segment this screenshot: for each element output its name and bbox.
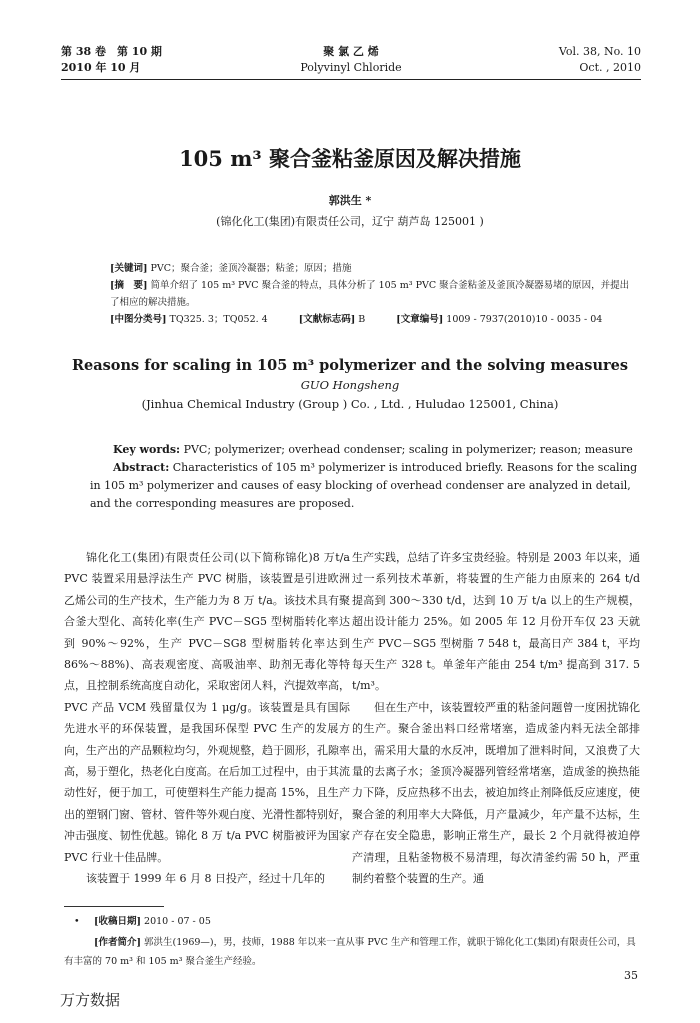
clc-label: [中图分类号] xyxy=(110,314,167,325)
journal-name-en: Polyvinyl Chloride xyxy=(300,61,402,74)
doc-code-value: B xyxy=(355,314,366,325)
keywords-zh-text: PVC；聚合釜；釜顶冷凝器；粘釜；原因；措施 xyxy=(147,263,352,274)
clc-number xyxy=(110,314,282,325)
keywords-zh xyxy=(110,260,638,277)
author-bio-text: 郭洪生(1969—)，男，技师，1988 年以来一直从事 PVC 生产和管理工作，就职于锦化化工(集团)有限责任公司，具有丰富的 70 m³ 和 105 m³ 聚合釜生产经验。 xyxy=(64,937,636,967)
article-id-label: [文章编号] xyxy=(396,314,444,325)
footnote-author-bio xyxy=(64,933,638,971)
abstract-zh-text: 简单介绍了 105 m³ PVC 聚合釜的特点，具体分析了 105 m³ PVC 聚合釜粘釜及釜顶冷凝器易堵的原因，并提出了相应的解决措施。 xyxy=(110,280,630,308)
header-right xyxy=(559,44,641,76)
affiliation-en: (Jinhua Chemical Industry (Group ) Co. , Ltd. , Huludao 125001, China) xyxy=(141,397,559,411)
abstract-en xyxy=(90,459,638,513)
footnote-received xyxy=(64,912,638,931)
abstract-en-label: Abstract: xyxy=(113,461,170,474)
header-center xyxy=(61,44,641,76)
body-paragraph: 锦化化工(集团)有限责任公司(以下简称锦化)8 万t/a PVC 装置采用悬浮法生产 PVC 树脂，该装置是引进欧洲乙烯公司的生产技术，生产能力为 8 万 t/a。该技术具有聚合釜大型化、高转化率(生产 PVC－SG5 型树脂转化率达到 90%～92%，生产 PVC－SG8 型树脂转化率达到 86%～88%)、高表观密度、高吸油率、助剂无毒化等特点，且控制系统高度自动化，采取密闭人料，汽提效率高，PVC 产品 VCM 残留量仅为 1 μg/g。该装置是具有国际先进水平的环保装置，是我国环保型 PVC 生产的发展方向，生产出的产品颗粒均匀，外观规整，趋于圆形，孔隙率高，易于塑化，热老化白度高。在后加工过程中，由于其流动性好，便于加工，可使塑料生产能力提高 15%，且生产出的塑钢门窗、管材、管件等外观白度、光滑性都特别好，冲击强度、韧性优越。锦化 8 万 t/a PVC 树脂被评为国家 PVC 行业十佳品牌。 xyxy=(64,551,350,864)
date-en: Oct. , 2010 xyxy=(579,61,641,74)
keywords-en xyxy=(90,441,638,459)
classification-row xyxy=(110,311,638,328)
running-header xyxy=(61,44,641,78)
keywords-en-label: Key words: xyxy=(113,443,181,456)
abstract-zh-label: [摘 要] xyxy=(110,280,148,291)
author-en: GUO Hongsheng xyxy=(300,378,400,392)
clc-value: TQ325. 3；TQ052. 4 xyxy=(166,314,268,325)
abstract-zh xyxy=(110,277,638,311)
header-rule xyxy=(61,79,641,80)
abstract-en-text: Characteristics of 105 m³ polymerizer is introduced briefly. Reasons for the scaling in 105 m³ polymerizer and causes of easy blocking of overhead condenser are analyzed in detail, and the corresponding measures are proposed. xyxy=(90,461,638,510)
body-column-right xyxy=(352,547,640,890)
doc-code xyxy=(299,314,380,325)
article-id-value: 1009 - 7937(2010)10 - 0035 - 04 xyxy=(443,314,603,325)
article-id xyxy=(396,314,616,325)
page-number: 35 xyxy=(624,969,638,982)
article-title-zh: 105 m³ 聚合釜粘釜原因及解决措施 xyxy=(179,146,521,171)
body-paragraph: 该装置于 1999 年 6 月 8 日投产，经过十几年的 xyxy=(86,872,325,886)
keywords-en-text: PVC; polymerizer; overhead condenser; scaling in polymerizer; reason; measure xyxy=(180,443,633,456)
author-zh: 郭洪生 * xyxy=(328,194,372,207)
body-paragraph: 但在生产中，该装置较严重的粘釜问题曾一度困扰锦化的生产。聚合釜出料口经常堵塞，造成釜内料无法全部排出，需采用大量的水反冲，既增加了泄料时间，又浪费了大量的去离子水；釜顶冷凝器列管经常堵塞，造成釜的换热能力下降，反应热移不出去，被迫加终止剂降低反应速度，使聚合釜的利用率大大降低，月产量减少，年产量不达标，生产存在安全隐患，影响正常生产，最长 2 个月就得被迫停产清理，且粘釜物极不易清理，每次清釜约需 50 h，严重制约着整个装置的生产。通 xyxy=(352,700,640,886)
watermark: 万方数据 xyxy=(60,991,121,1009)
body-column-left xyxy=(64,547,350,890)
footnote-bullet: • xyxy=(74,916,80,927)
affiliation-zh: (锦化化工(集团)有限责任公司，辽宁 葫芦岛 125001 ) xyxy=(216,215,484,228)
received-label: [收稿日期] xyxy=(94,916,141,927)
received-date: 2010 - 07 - 05 xyxy=(141,916,211,927)
keywords-zh-label: [关键词] xyxy=(110,263,148,274)
body-paragraph: 生产实践，总结了许多宝贵经验。特别是 2003 年以来，通过一系列技术革新，将装置的生产能力由原来的 264 t/d 提高到 300～330 t/d，达到 10 万 t/a 以上的生产规模，超出设计能力 25%。如 2005 年 12 月份开车仅 23 天就生产 PVC－SG5 型树脂 7 548 t，最高日产 384 t，平均每天生产 328 t。单釜年产能由 254 t/m³ 提高到 317. 5 t/m³。 xyxy=(352,551,640,693)
volume-issue: 第 38 卷 第 10 期 xyxy=(61,45,162,58)
journal-name-zh: 聚 氯 乙 烯 xyxy=(323,45,379,58)
date-zh: 2010 年 10 月 xyxy=(61,61,141,74)
article-title-en: Reasons for scaling in 105 m³ polymerizer and the solving measures xyxy=(71,357,629,374)
author-bio-label: [作者简介] xyxy=(94,937,141,948)
volume-en: Vol. 38, No. 10 xyxy=(558,45,641,58)
footnote-rule xyxy=(64,906,164,907)
doc-code-label: [文献标志码] xyxy=(298,314,356,325)
